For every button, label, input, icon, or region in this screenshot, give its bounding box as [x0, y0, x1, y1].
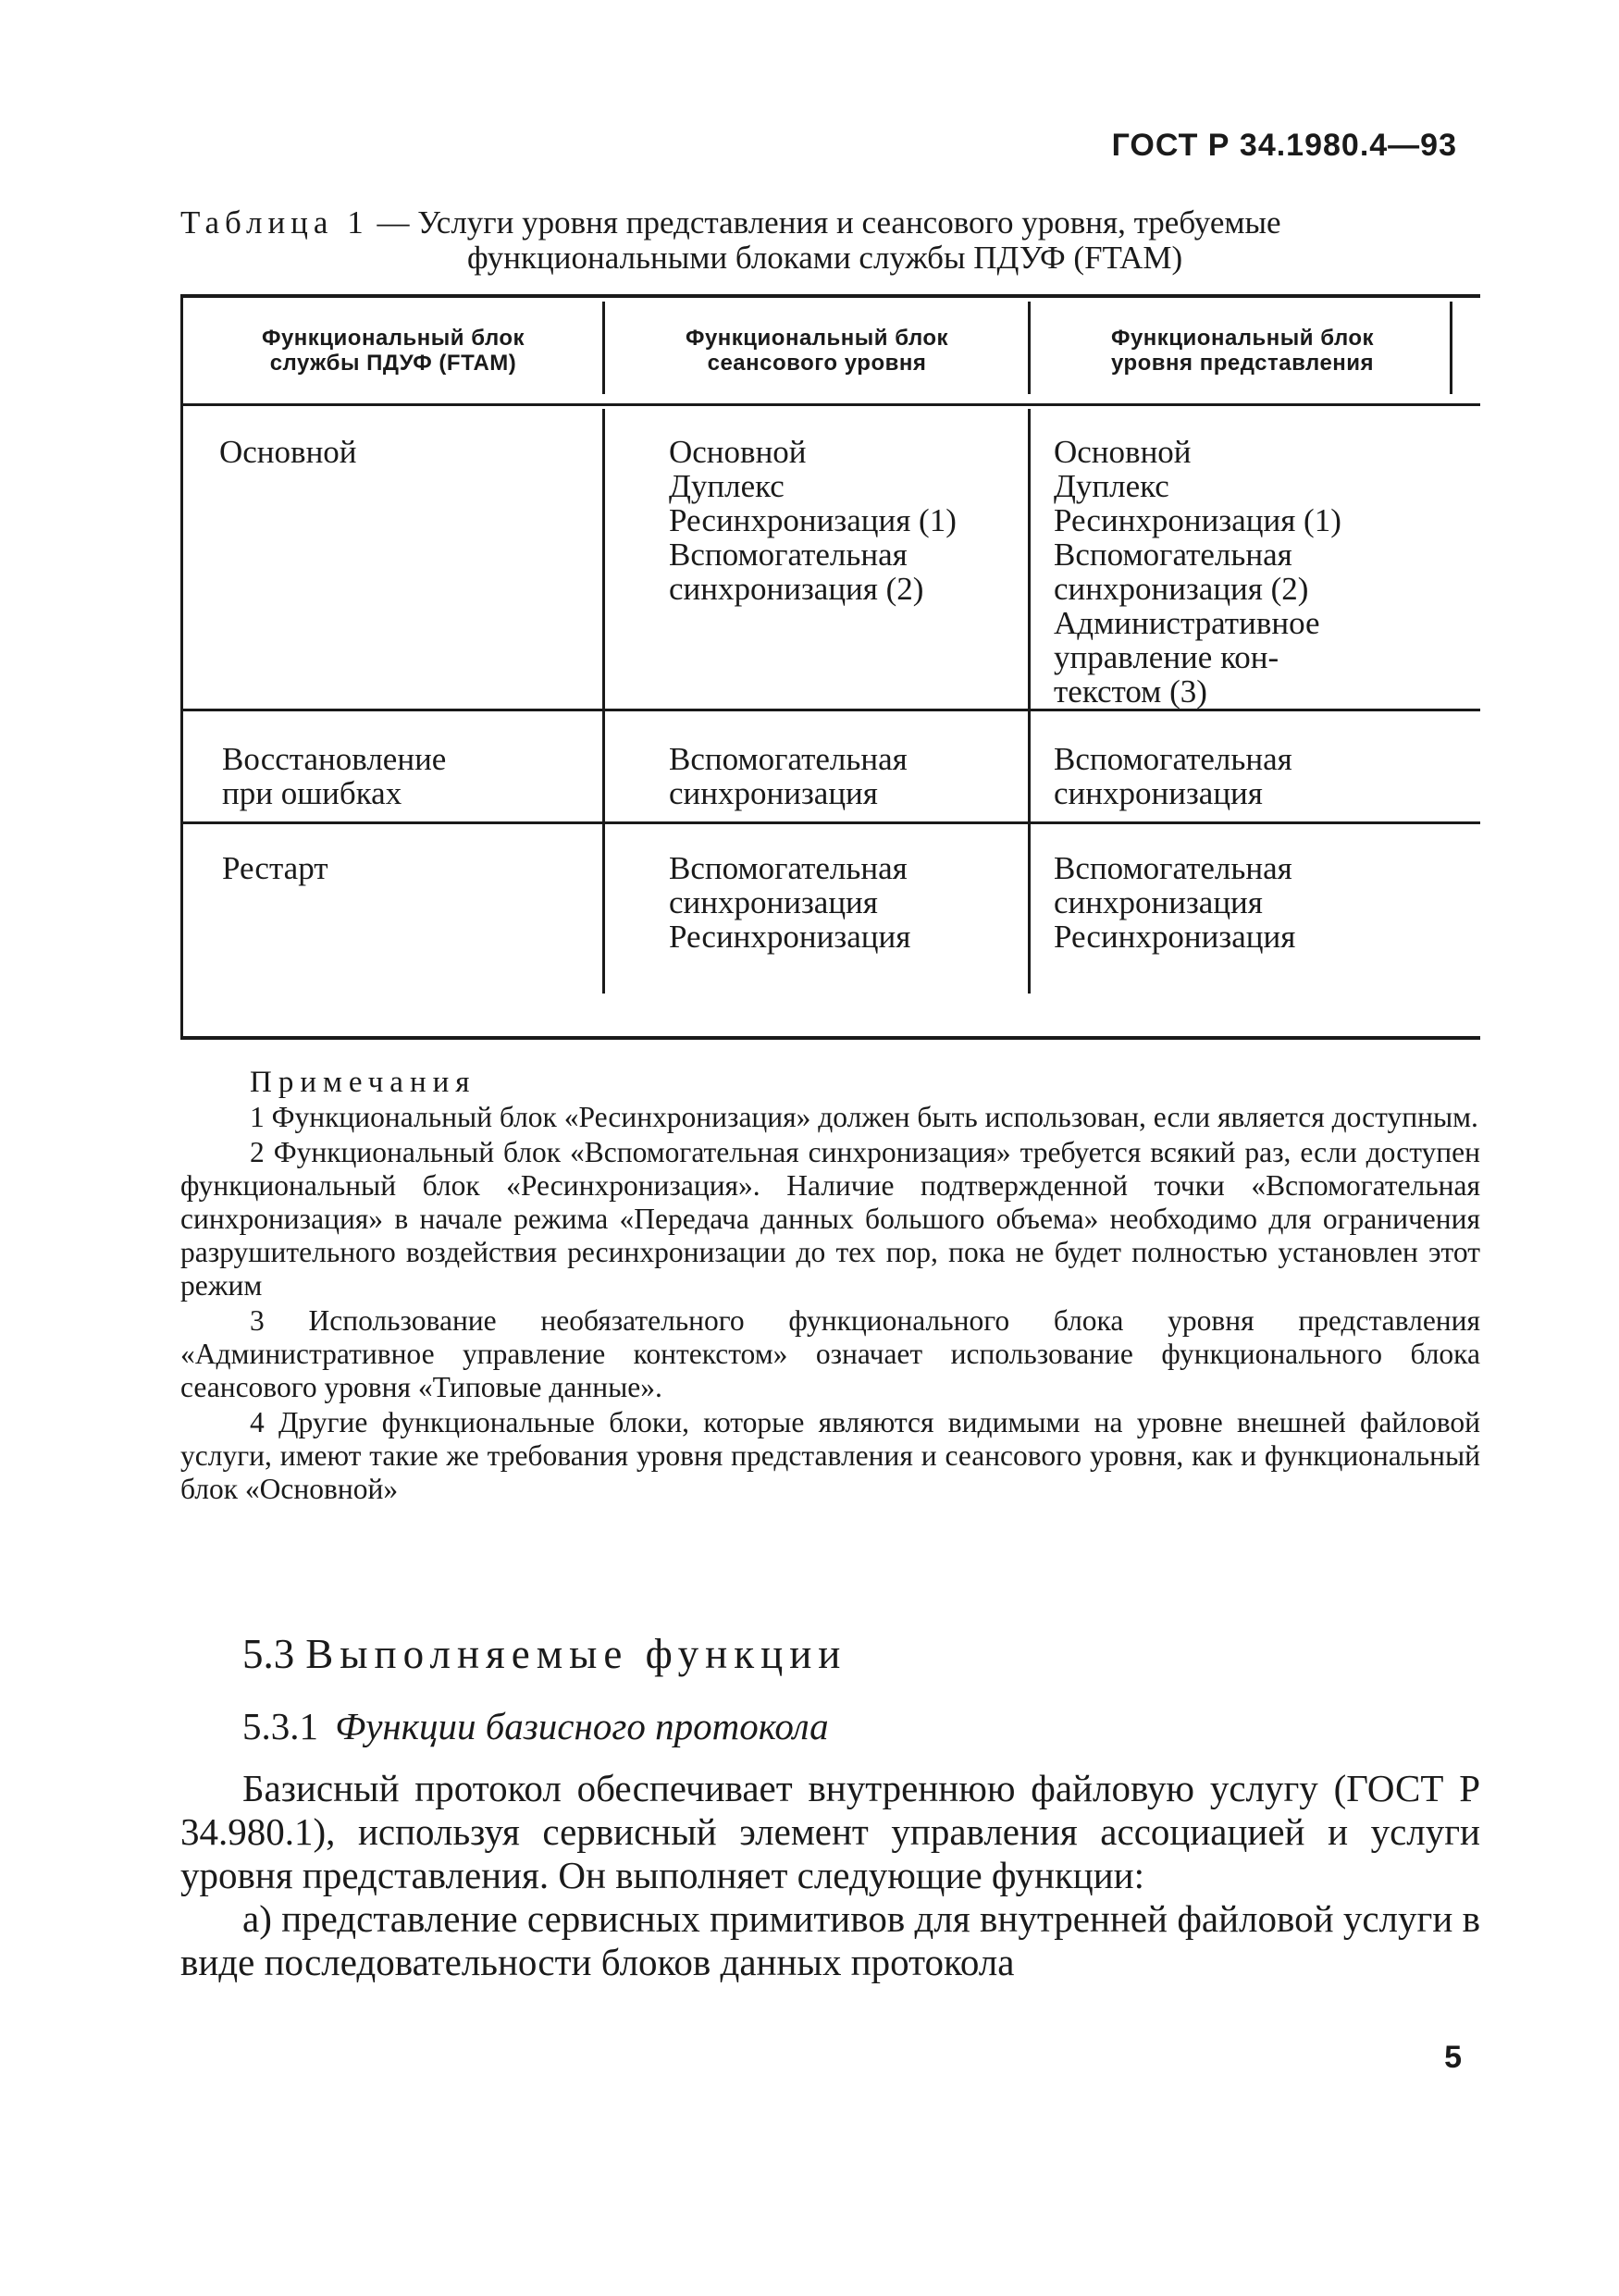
section-heading: [242, 1630, 847, 1678]
row-1-session: Основной Дуплекс Ресинхронизация (1) Вспомогательная синхронизация (2): [669, 434, 957, 607]
header-ftam-block: Функциональный блок службы ПДУФ (FTAM): [261, 326, 525, 376]
note-2: 2 Функциональный блок «Вспомогательная синхронизация» требуется всякий раз, если доступен функциональный блок «Ресинхронизация». Наличие подтвержденной точки «Вспомогательная синхронизация» в начале режима «Передача данных большого объема» необходимо для ограничения разрушительного воздействия ресинхронизации до тех пор, пока не будет полностью установлен этот режим: [180, 1136, 1480, 1302]
note-3: 3 Использование необязательного функционального блока уровня представления «Административное управление контекстом» означает использование функционального блока сеансового уровня «Типовые данные».: [180, 1304, 1480, 1403]
document-header: ГОСТ Р 34.1980.4—93: [1111, 128, 1457, 163]
notes-block: [180, 1066, 1480, 1508]
col-divider-2-body: [1028, 409, 1031, 994]
row-3-presentation: Вспомогательная синхронизация Ресинхронизация: [1054, 850, 1296, 955]
subsection-heading: [242, 1704, 829, 1748]
col-divider-2: [1028, 302, 1031, 394]
row-rule-2: [180, 821, 1480, 824]
table-caption-text-1: — Услуги уровня представления и сеансового уровня, требуемые: [377, 204, 1281, 241]
services-table: [180, 294, 1480, 1040]
note-1: 1 Функциональный блок «Ресинхронизация» должен быть использован, если является доступным.: [250, 1101, 1478, 1133]
table-caption-text-2: функциональными блоками службы ПДУФ (FTAM): [467, 240, 1183, 276]
table-caption: [180, 205, 1476, 276]
row-2-ftam: Восстановление при ошибках: [222, 741, 447, 811]
header-session-block: Функциональный блок сеансового уровня: [685, 326, 949, 376]
header-presentation-block: Функциональный блок уровня представления: [1110, 326, 1375, 376]
body-paragraph-1: Базисный протокол обеспечивает внутреннюю файловую услугу (ГОСТ Р 34.980.1), используя сервисный элемент управления ассоциацией и услуги уровня представления. Он выполняет следующие функции:: [180, 1767, 1480, 1896]
note-4: 4 Другие функциональные блоки, которые являются видимыми на уровне внешней файловой услуги, имеют такие же требования уровня представления и сеансового уровня, как и функциональный блок «Основной»: [180, 1406, 1480, 1505]
row-2-presentation: Вспомогательная синхронизация: [1054, 741, 1292, 811]
row-1-ftam: Основной: [219, 434, 357, 470]
subsection-number: 5.3.1: [242, 1705, 318, 1747]
col-divider-1-body: [602, 409, 605, 994]
notes-title: Примечания: [250, 1066, 476, 1099]
section-title: Выполняемые функции: [305, 1631, 847, 1677]
row-3-session: Вспомогательная синхронизация Ресинхронизация: [669, 850, 911, 955]
col-divider-3: [1450, 302, 1452, 394]
row-2-session: Вспомогательная синхронизация: [669, 741, 908, 811]
page-number: 5: [1444, 2040, 1462, 2075]
subsection-title: Функции базисного протокола: [335, 1705, 829, 1747]
table-bottom-rule: [180, 1036, 1480, 1040]
row-1-presentation: Основной Дуплекс Ресинхронизация (1) Вспомогательная синхронизация (2) Административное управление кон- текстом (3): [1054, 434, 1341, 710]
table-caption-label: Таблица 1: [180, 204, 369, 241]
table-top-rule: [180, 294, 1480, 298]
body-text: [180, 1767, 1480, 1984]
header-rule: [180, 403, 1480, 406]
body-paragraph-2: а) представление сервисных примитивов для внутренней файловой услуги в виде последовательности блоков данных протокола: [180, 1897, 1480, 1983]
col-divider-1: [602, 302, 605, 394]
row-3-ftam: Рестарт: [222, 850, 328, 886]
section-number: 5.3: [242, 1631, 295, 1677]
row-rule-1: [180, 709, 1480, 711]
